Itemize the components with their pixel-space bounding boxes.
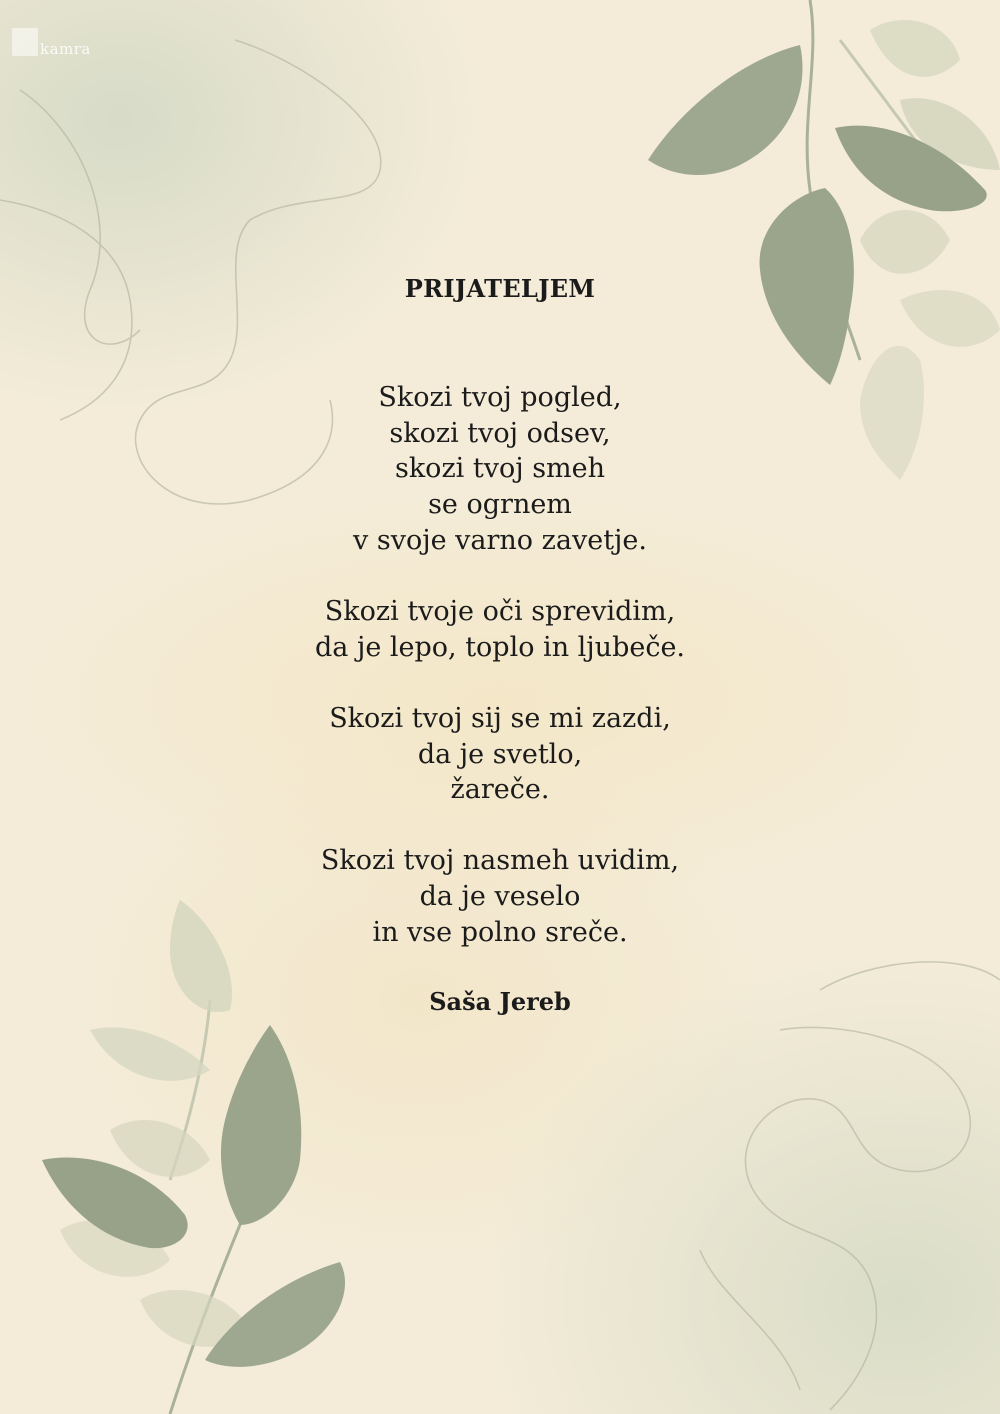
kamra-watermark-text: kamra <box>40 40 91 58</box>
poem-line: se ogrnem <box>428 489 572 520</box>
poem-line: in vse polno sreče. <box>372 917 628 948</box>
poem-line: Skozi tvoj nasmeh uvidim, <box>320 845 680 876</box>
poem-line: Skozi tvoje oči sprevidim, <box>324 596 676 627</box>
poem-line: Skozi tvoj pogled, <box>378 382 622 413</box>
poem-line: Skozi tvoj sij se mi zazdi, <box>329 703 671 734</box>
line-doodle-bottom-right <box>700 962 1000 1410</box>
poem-line: da je lepo, toplo in ljubeče. <box>314 632 686 663</box>
leaf-branch-bottom-left <box>42 900 345 1414</box>
poem-author: Saša Jereb <box>429 987 571 1016</box>
poem-line: skozi tvoj odsev, <box>389 418 611 449</box>
kamra-watermark <box>12 22 108 62</box>
kamra-logo-icon <box>12 28 38 56</box>
poem-line: skozi tvoj smeh <box>394 453 606 484</box>
poem-line: da je veselo <box>419 881 581 912</box>
poem-line: žareče. <box>450 774 550 805</box>
poem-line: v svoje varno zavetje. <box>353 525 647 556</box>
poem-line: da je svetlo, <box>417 739 583 770</box>
poem-title: PRIJATELJEM <box>404 274 596 303</box>
